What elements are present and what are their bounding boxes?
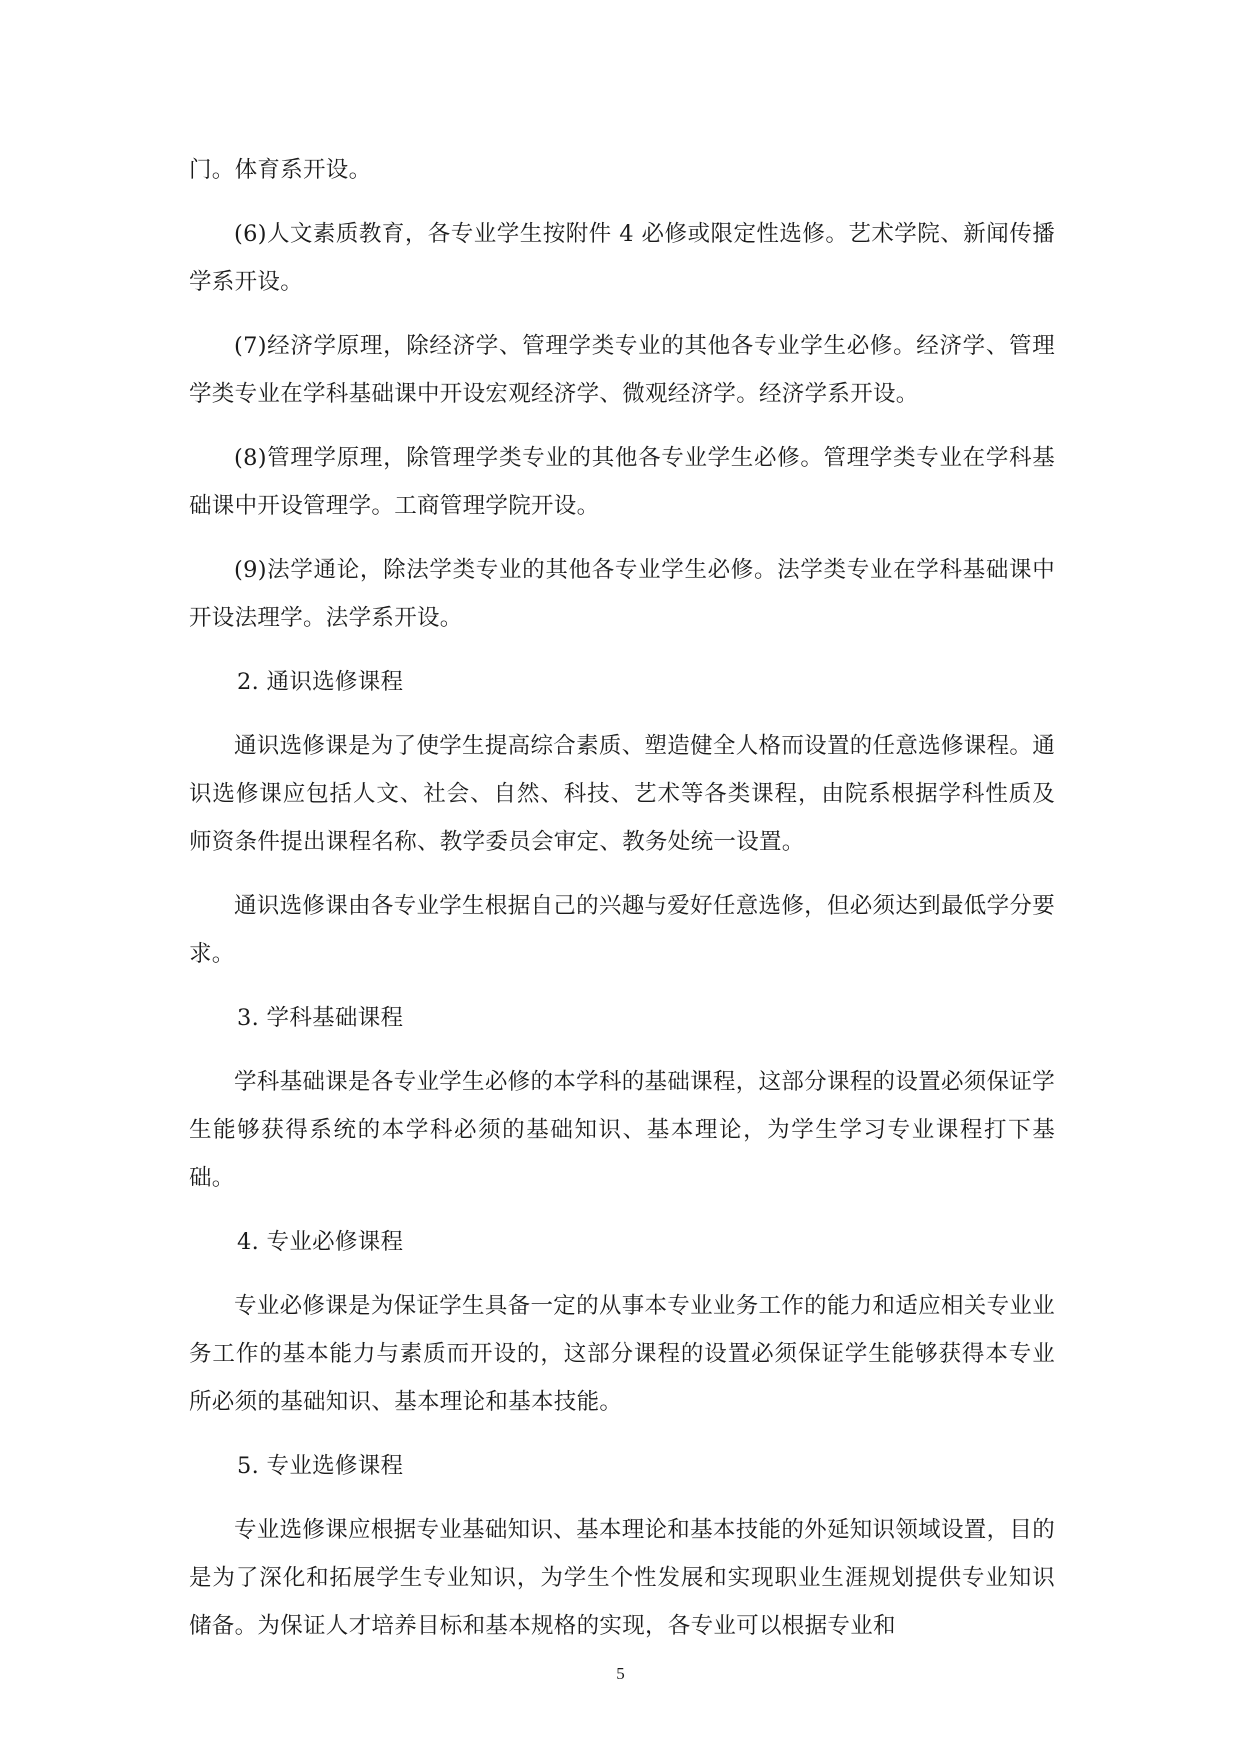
paragraph-major-required: 专业必修课是为保证学生具备一定的从事本专业业务工作的能力和适应相关专业业务工作的基本能力与素质而开设的，这部分课程的设置必须保证学生能够获得本专业所必须的基础知识、基本理论和基本技能。 (189, 1293, 1055, 1415)
paragraph-discipline-foundation: 学科基础课是各专业学生必修的本学科的基础课程，这部分课程的设置必须保证学生能够获得系统的本学科必须的基础知识、基本理论，为学生学习专业课程打下基础。 (189, 1069, 1055, 1191)
section-heading-general-electives: 2. 通识选修课程 (237, 669, 404, 695)
section-heading-major-electives: 5. 专业选修课程 (237, 1453, 404, 1479)
paragraph-general-electives-1: 通识选修课是为了使学生提高综合素质、塑造健全人格而设置的任意选修课程。通识选修课应包括人文、社会、自然、科技、艺术等各类课程，由院系根据学科性质及师资条件提出课程名称、教学委员会审定、教务处统一设置。 (189, 733, 1055, 855)
section-heading-discipline-foundation: 3. 学科基础课程 (237, 1005, 404, 1031)
paragraph-major-electives: 专业选修课应根据专业基础知识、基本理论和基本技能的外延知识领域设置，目的是为了深化和拓展学生专业知识，为学生个性发展和实现职业生涯规划提供专业知识储备。为保证人才培养目标和基本规格的实现，各专业可以根据专业和 (189, 1517, 1055, 1639)
paragraph-continuation: 门。体育系开设。 (189, 157, 372, 183)
page-number: 5 (616, 1664, 625, 1683)
paragraph-item-7: (7)经济学原理，除经济学、管理学类专业的其他各专业学生必修。经济学、管理学类专业在学科基础课中开设宏观经济学、微观经济学。经济学系开设。 (189, 333, 1055, 407)
page-body (189, 146, 1055, 1666)
paragraph-item-8: (8)管理学原理，除管理学类专业的其他各专业学生必修。管理学类专业在学科基础课中开设管理学。工商管理学院开设。 (189, 445, 1055, 519)
paragraph-general-electives-2: 通识选修课由各专业学生根据自己的兴趣与爱好任意选修，但必须达到最低学分要求。 (189, 893, 1055, 967)
paragraph-item-6: (6)人文素质教育，各专业学生按附件 4 必修或限定性选修。艺术学院、新闻传播学系开设。 (189, 221, 1055, 295)
paragraph-item-9: (9)法学通论，除法学类专业的其他各专业学生必修。法学类专业在学科基础课中开设法理学。法学系开设。 (189, 557, 1055, 631)
section-heading-major-required: 4. 专业必修课程 (237, 1229, 404, 1255)
